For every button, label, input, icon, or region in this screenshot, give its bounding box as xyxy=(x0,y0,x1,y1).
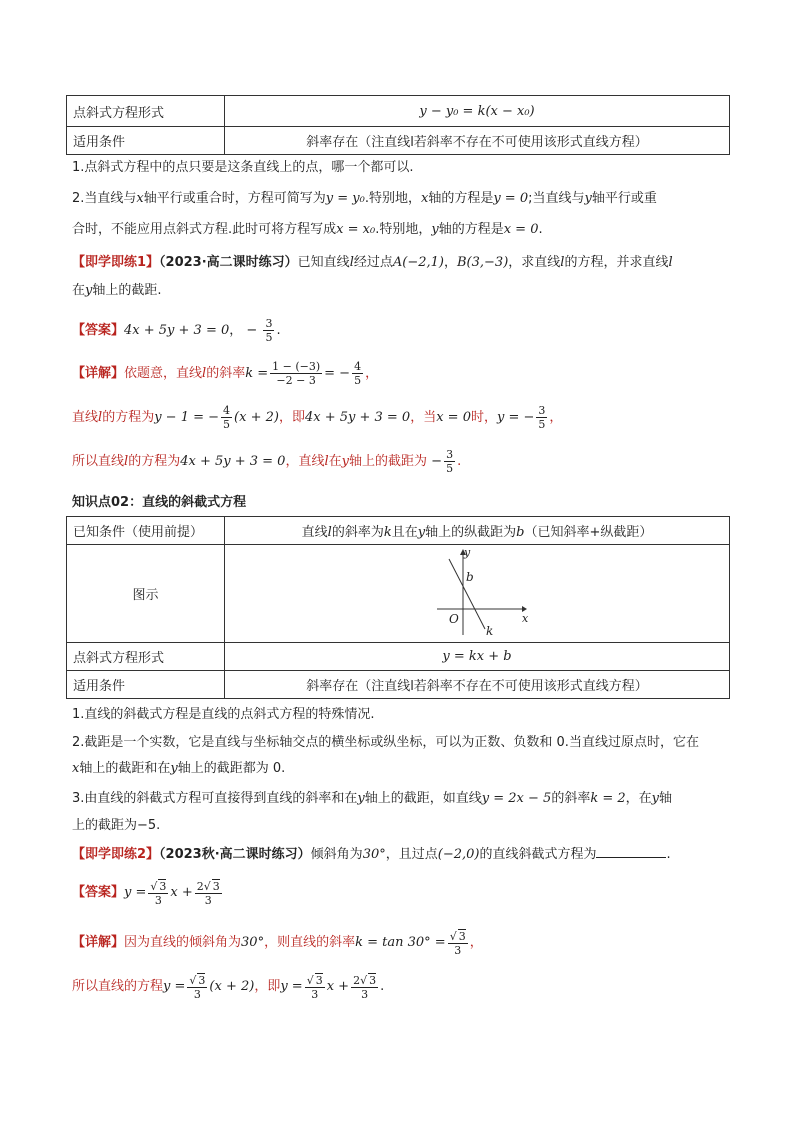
exercise-2-answer: 【答案】y = $\frac{√ 3}{3}$ x + $\frac{2√ 3}{3}$ xyxy=(72,879,220,907)
note2-1: 1.直线的斜截式方程是直线的点斜式方程的特殊情况. xyxy=(72,707,375,722)
point-slope-formula: y − y₀ = k(x − x₀) xyxy=(225,96,730,127)
exercise-1-detail-2: 直线l的方程为y − 1 = − $\frac{4}{5}$ (x + 2)，即4x + 5y + 3 = 0，当x = 0时，y = − $\frac{3}{5}$ ， xyxy=(72,404,563,431)
exercise-1-detail-1: 【详解】依题意，直线l的斜率k = $\frac{1 - (-3)}{-2 - 3}$ = − $\frac{4}{5}$ ， xyxy=(72,360,379,387)
note2-2: 2.截距是一个实数，它是直线与坐标轴交点的横坐标或纵坐标，可以为正数、负数和 0.当直线过原点时，它在 xyxy=(72,735,699,750)
condition-value: 斜率存在（注直线l若斜率不存在不可使用该形式直线方程） xyxy=(225,127,730,155)
prereq-value: 直线l的斜率为k且在y轴上的纵截距为b（已知斜率+纵截距） xyxy=(225,517,730,545)
answer-blank[interactable] xyxy=(596,845,666,858)
exercise-2-question: 【即学即练2】（2023秋·高二课时练习）倾斜角为30°，且过点(−2,0)的直线斜截式方程为 . xyxy=(72,847,671,862)
slope-label: k xyxy=(486,623,494,638)
form-label: 点斜式方程形式 xyxy=(67,96,225,127)
origin-label: O xyxy=(449,611,459,626)
exercise-1-answer: 【答案】4x + 5y + 3 = 0， − $\frac{3}{5}$ . xyxy=(72,317,281,344)
slope-intercept-figure xyxy=(427,545,529,639)
figure-label: 图示 xyxy=(67,545,225,643)
x-axis-label: x xyxy=(522,611,529,625)
note-2: 2.当直线与x轴平行或重合时，方程可简写为y = y₀.特别地，x轴的方程是y = 0;当直线与y轴平行或重 xyxy=(72,191,657,206)
point-slope-table xyxy=(66,95,730,155)
slope-intercept-table xyxy=(66,516,730,699)
exercise-1-detail-3: 所以直线l的方程为4x + 5y + 3 = 0，直线l在y轴上的截距为 − $\frac{3}{5}$ . xyxy=(72,448,462,475)
slope-intercept-formula: y = kx + b xyxy=(225,643,730,671)
form-label-2: 点斜式方程形式 xyxy=(67,643,225,671)
prereq-label: 已知条件（使用前提） xyxy=(67,517,225,545)
y-axis-label: y xyxy=(464,545,471,559)
exercise-1-question-cont: 在y轴上的截距. xyxy=(72,283,162,298)
note-2-cont: 合时，不能应用点斜式方程.此时可将方程写成x = x₀.特别地，y轴的方程是x = 0. xyxy=(72,222,543,237)
condition-value-2: 斜率存在（注直线l若斜率不存在不可使用该形式直线方程） xyxy=(225,671,730,699)
note2-3: 3.由直线的斜截式方程可直接得到直线的斜率和在y轴上的截距，如直线y = 2x − 5的斜率k = 2，在y轴 xyxy=(72,791,673,806)
figure-cell xyxy=(225,545,730,643)
note2-3-cont: 上的截距为−5. xyxy=(72,818,161,833)
intercept-label: b xyxy=(466,569,474,584)
condition-label: 适用条件 xyxy=(67,127,225,155)
exercise-2-detail-2: 所以直线的方程y = $\frac{√ 3}{3}$ (x + 2)，即y = $\frac{√ 3}{3}$ x + $\frac{2√ 3}{3}$ . xyxy=(72,973,385,1001)
section-2-title: 知识点02：直线的斜截式方程 xyxy=(72,495,247,510)
exercise-2-detail-1: 【详解】因为直线的倾斜角为30°，则直线的斜率k = tan 30° = $\frac{√ 3}{3}$ ， xyxy=(72,929,483,957)
exercise-1-question: 【即学即练1】（2023·高二课时练习）已知直线l经过点A(−2,1)，B(3,−3)，求直线l的方程，并求直线l xyxy=(72,255,673,270)
note-1: 1.点斜式方程中的点只要是这条直线上的点，哪一个都可以. xyxy=(72,160,414,175)
condition-label-2: 适用条件 xyxy=(67,671,225,699)
note2-2-cont: x轴上的截距和在y轴上的截距都为 0. xyxy=(72,761,286,776)
